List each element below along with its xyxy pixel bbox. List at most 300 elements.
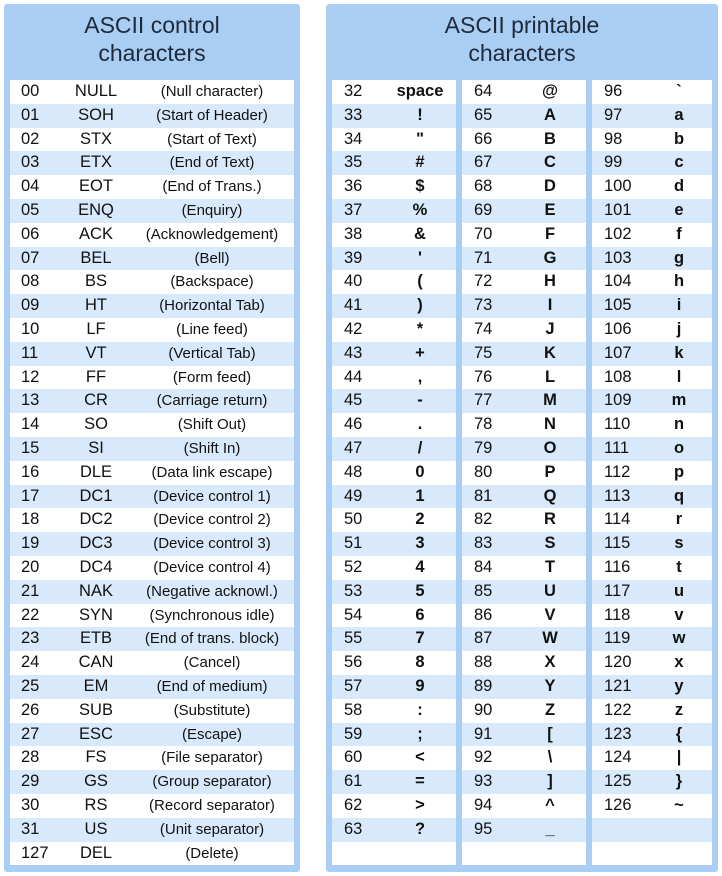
printable-code: 50	[344, 510, 363, 529]
printable-character: '	[418, 248, 422, 267]
printable-row	[332, 80, 456, 104]
printable-code: 81	[474, 486, 493, 505]
control-row	[10, 770, 294, 794]
printable-code: 100	[604, 177, 632, 196]
printable-character: @	[541, 82, 559, 100]
control-description: (Cancel)	[183, 654, 241, 672]
control-abbreviation: CAN	[78, 653, 114, 672]
printable-code: 95	[474, 819, 493, 838]
printable-code: 38	[344, 224, 363, 243]
printable-code: 42	[344, 319, 363, 338]
printable-character: v	[674, 605, 684, 624]
printable-row	[462, 699, 586, 723]
printable-character: ]	[547, 772, 553, 791]
printable-row	[592, 580, 712, 604]
control-code: 20	[21, 557, 40, 576]
control-abbreviation: SO	[84, 415, 108, 434]
printable-row	[462, 199, 586, 223]
printable-row	[592, 342, 712, 366]
printable-character: }	[675, 772, 683, 791]
control-row	[10, 151, 294, 175]
printable-code: 63	[344, 819, 363, 838]
printable-code: 117	[604, 581, 631, 600]
printable-code: 116	[604, 557, 631, 576]
printable-character: y	[674, 676, 684, 695]
control-description: (Null character)	[160, 83, 264, 100]
control-code: 16	[21, 462, 40, 481]
control-description: (Shift In)	[183, 439, 241, 457]
control-description: (Bell)	[194, 249, 230, 267]
printable-row	[332, 151, 456, 175]
control-abbreviation: ACK	[79, 224, 113, 243]
printable-character: H	[544, 272, 556, 291]
control-abbreviation: RS	[84, 795, 108, 814]
printable-row	[462, 413, 586, 437]
printable-character: #	[415, 153, 425, 172]
printable-code: 51	[344, 534, 363, 553]
control-code: 15	[21, 438, 40, 457]
printable-code: 71	[474, 248, 493, 267]
printable-code: 32	[344, 82, 363, 100]
printable-row	[332, 723, 456, 747]
printable-character: w	[672, 629, 686, 648]
printable-character: >	[415, 795, 425, 814]
printable-row	[592, 318, 712, 342]
control-description: (Form feed)	[172, 368, 252, 386]
control-abbreviation: LF	[86, 319, 106, 338]
printable-row	[592, 675, 712, 699]
printable-row	[462, 723, 586, 747]
control-code: 04	[21, 177, 40, 196]
printable-code: 58	[344, 700, 363, 719]
printable-code: 48	[344, 462, 363, 481]
control-abbreviation: ETB	[79, 629, 113, 648]
printable-code: 52	[344, 557, 363, 576]
control-code: 29	[21, 772, 40, 791]
control-abbreviation: DEL	[79, 843, 113, 862]
printable-code: 65	[474, 105, 493, 124]
printable-code: 91	[474, 724, 493, 743]
control-characters-panel	[4, 4, 300, 872]
control-row	[10, 223, 294, 247]
printable-row	[462, 770, 586, 794]
printable-code: 84	[474, 557, 493, 576]
printable-code: 57	[344, 676, 363, 695]
printable-row	[462, 318, 586, 342]
printable-row	[332, 247, 456, 271]
printable-row	[332, 651, 456, 675]
printable-character: {	[675, 724, 683, 743]
printable-character: !	[417, 105, 423, 124]
printable-code: 90	[474, 700, 493, 719]
printable-character: R	[544, 510, 556, 529]
printable-code: 80	[474, 462, 493, 481]
printable-character: t	[676, 557, 682, 576]
printable-row	[332, 294, 456, 318]
printable-row	[592, 818, 712, 842]
control-abbreviation: VT	[85, 343, 107, 362]
printable-code: 45	[344, 391, 363, 410]
printable-row	[462, 247, 586, 271]
control-abbreviation: SYN	[79, 605, 113, 624]
printable-row	[592, 80, 712, 104]
printable-code: 61	[344, 772, 363, 791]
printable-code: 67	[474, 153, 493, 172]
printable-row	[462, 532, 586, 556]
printable-character: :	[417, 700, 423, 719]
control-code: 17	[21, 486, 40, 505]
control-description: (Carriage return)	[156, 392, 268, 410]
printable-character: X	[544, 653, 556, 672]
printable-code: 56	[344, 653, 363, 672]
control-code: 03	[21, 153, 40, 172]
printable-character: a	[674, 105, 684, 124]
control-code: 24	[21, 653, 40, 672]
control-row	[10, 437, 294, 461]
printable-character: ,	[417, 367, 423, 386]
printable-character: 7	[415, 629, 425, 648]
printable-row	[462, 151, 586, 175]
printable-row	[462, 175, 586, 199]
printable-row	[332, 580, 456, 604]
printable-code: 111	[604, 438, 630, 457]
control-code: 00	[21, 82, 40, 100]
printable-row	[332, 485, 456, 509]
printable-character: <	[415, 748, 425, 767]
printable-character: 2	[415, 510, 425, 529]
control-code: 31	[21, 819, 40, 838]
printable-character: B	[544, 129, 556, 148]
printable-row	[592, 508, 712, 532]
printable-row	[332, 675, 456, 699]
control-abbreviation: ETX	[79, 153, 113, 172]
control-description: (Start of Text)	[167, 130, 257, 148]
control-code: 14	[21, 415, 40, 434]
printable-code: 115	[604, 534, 631, 553]
control-code: 19	[21, 534, 40, 553]
printable-code: 76	[474, 367, 493, 386]
printable-row	[462, 604, 586, 628]
printable-character: K	[544, 343, 556, 362]
printable-character: `	[676, 82, 682, 100]
printable-code: 83	[474, 534, 493, 553]
printable-character: C	[544, 153, 556, 172]
printable-code: 70	[474, 224, 493, 243]
control-description: (End of Text)	[169, 154, 255, 172]
printable-code: 82	[474, 510, 493, 529]
printable-code: 99	[604, 153, 623, 172]
printable-code: 46	[344, 415, 363, 434]
printable-character: P	[544, 462, 556, 481]
control-abbreviation: US	[84, 819, 108, 838]
control-abbreviation: FF	[85, 367, 107, 386]
control-code: 127	[21, 843, 49, 862]
printable-character: x	[674, 653, 684, 672]
control-row	[10, 746, 294, 770]
control-row	[10, 270, 294, 294]
printable-character: Z	[544, 700, 556, 719]
printable-character: \	[547, 748, 553, 767]
control-row	[10, 675, 294, 699]
printable-row	[462, 294, 586, 318]
printable-character: *	[416, 319, 424, 338]
printable-row	[592, 175, 712, 199]
printable-row	[462, 818, 586, 842]
printable-code: 120	[604, 653, 632, 672]
printable-code: 35	[344, 153, 363, 172]
control-row	[10, 508, 294, 532]
control-row	[10, 128, 294, 152]
printable-character: 1	[415, 486, 425, 505]
printable-code: 69	[474, 200, 493, 219]
printable-character: 6	[415, 605, 425, 624]
printable-character: ~	[674, 795, 684, 814]
printable-row	[592, 556, 712, 580]
control-code: 01	[21, 105, 40, 124]
printable-character: L	[544, 367, 556, 386]
printable-character: e	[674, 200, 684, 219]
control-abbreviation: ESC	[79, 724, 113, 743]
control-abbreviation: DC4	[79, 557, 113, 576]
printable-row	[332, 794, 456, 818]
printable-column-1	[332, 80, 456, 865]
printable-row	[462, 580, 586, 604]
printable-character: M	[543, 391, 557, 410]
control-code: 30	[21, 795, 40, 814]
control-abbreviation: NULL	[74, 82, 118, 100]
printable-character: $	[415, 177, 425, 196]
printable-character: s	[674, 534, 684, 553]
printable-character: ^	[545, 795, 555, 814]
printable-code: 102	[604, 224, 632, 243]
printable-code: 39	[344, 248, 363, 267]
control-panel-title: ASCII control characters	[84, 12, 220, 66]
control-abbreviation: STX	[79, 129, 113, 148]
printable-code: 34	[344, 129, 363, 148]
control-column	[10, 80, 294, 865]
printable-code: 55	[344, 629, 363, 648]
printable-code: 59	[344, 724, 363, 743]
printable-code: 105	[604, 296, 632, 315]
printable-character: _	[545, 819, 555, 838]
control-description: (End of Trans.)	[162, 178, 262, 196]
control-description: (Escape)	[181, 725, 243, 743]
printable-table	[332, 80, 712, 865]
printable-row	[462, 270, 586, 294]
printable-row	[592, 651, 712, 675]
printable-code: 103	[604, 248, 632, 267]
control-description: (File separator)	[161, 749, 263, 767]
control-code: 28	[21, 748, 40, 767]
printable-row	[462, 675, 586, 699]
printable-code: 88	[474, 653, 493, 672]
printable-character: 4	[415, 557, 425, 576]
printable-row	[332, 223, 456, 247]
control-table	[10, 80, 294, 865]
printable-row	[462, 389, 586, 413]
printable-row	[592, 151, 712, 175]
control-abbreviation: SUB	[79, 700, 113, 719]
printable-code: 98	[604, 129, 623, 148]
printable-character: |	[676, 748, 682, 767]
printable-row	[332, 413, 456, 437]
control-row	[10, 389, 294, 413]
printable-row	[332, 437, 456, 461]
printable-character: A	[544, 105, 556, 124]
printable-row	[332, 532, 456, 556]
printable-row	[332, 389, 456, 413]
control-abbreviation: HT	[85, 296, 107, 315]
printable-row	[592, 485, 712, 509]
printable-row	[592, 247, 712, 271]
printable-code: 109	[604, 391, 632, 410]
control-description: (Synchronous idle)	[149, 606, 275, 624]
printable-row	[462, 508, 586, 532]
control-row	[10, 627, 294, 651]
printable-row	[592, 199, 712, 223]
control-abbreviation: GS	[84, 772, 108, 791]
printable-character: G	[543, 248, 557, 267]
printable-code: 64	[474, 82, 493, 100]
printable-row	[332, 366, 456, 390]
control-row	[10, 794, 294, 818]
printable-row	[462, 794, 586, 818]
printable-character: 5	[415, 581, 425, 600]
printable-row	[332, 461, 456, 485]
printable-code: 112	[604, 462, 631, 481]
control-code: 25	[21, 676, 40, 695]
printable-row	[592, 437, 712, 461]
printable-row	[592, 746, 712, 770]
control-abbreviation: DC2	[79, 510, 113, 529]
control-row	[10, 461, 294, 485]
control-abbreviation: CR	[84, 391, 108, 410]
printable-code: 87	[474, 629, 493, 648]
printable-row	[332, 842, 456, 866]
printable-character: )	[417, 296, 423, 315]
printable-character: k	[674, 343, 684, 362]
control-abbreviation: DC1	[79, 486, 113, 505]
printable-character: 8	[415, 653, 425, 672]
printable-row	[592, 389, 712, 413]
control-abbreviation: BEL	[80, 248, 112, 267]
printable-row	[592, 366, 712, 390]
printable-character: ?	[414, 819, 426, 838]
printable-row	[332, 128, 456, 152]
control-description: (Start of Header)	[156, 106, 268, 124]
printable-character: l	[676, 367, 682, 386]
printable-row	[332, 818, 456, 842]
printable-code: 62	[344, 795, 363, 814]
printable-panel-title: ASCII printable characters	[444, 12, 600, 66]
printable-code: 96	[604, 82, 623, 100]
printable-character: /	[417, 438, 423, 457]
control-description: (Device control 1)	[153, 487, 271, 505]
control-abbreviation: DC3	[79, 534, 113, 553]
printable-character: S	[544, 534, 556, 553]
printable-code: 114	[604, 510, 631, 529]
printable-row	[332, 627, 456, 651]
printable-code: 66	[474, 129, 493, 148]
printable-column-2	[462, 80, 586, 865]
printable-row	[332, 604, 456, 628]
printable-character: +	[415, 343, 425, 362]
printable-code: 121	[604, 676, 632, 695]
printable-row	[592, 270, 712, 294]
control-code: 08	[21, 272, 40, 291]
control-abbreviation: ENQ	[78, 200, 114, 219]
printable-character: r	[675, 510, 683, 529]
control-row	[10, 842, 294, 866]
control-code: 11	[21, 343, 39, 362]
printable-character: V	[544, 605, 556, 624]
printable-row	[592, 604, 712, 628]
control-code: 27	[21, 724, 40, 743]
printable-row	[332, 342, 456, 366]
control-abbreviation: EOT	[79, 177, 113, 196]
printable-code: 124	[604, 748, 632, 767]
printable-character: "	[416, 129, 424, 148]
printable-row	[462, 485, 586, 509]
printable-row	[332, 770, 456, 794]
printable-row	[462, 366, 586, 390]
printable-row	[462, 342, 586, 366]
printable-row	[332, 175, 456, 199]
printable-code: 43	[344, 343, 363, 362]
printable-code: 53	[344, 581, 363, 600]
printable-code: 122	[604, 700, 632, 719]
printable-code: 68	[474, 177, 493, 196]
printable-code: 60	[344, 748, 363, 767]
control-code: 18	[21, 510, 40, 529]
printable-character: J	[545, 319, 555, 338]
printable-character: F	[544, 224, 556, 243]
printable-character: h	[673, 272, 685, 291]
control-description: (Acknowledgement)	[145, 225, 279, 243]
printable-character: o	[673, 438, 685, 457]
control-description: (Negative acknowl.)	[146, 582, 278, 600]
printable-character: c	[674, 153, 684, 172]
printable-row	[332, 746, 456, 770]
control-description: (End of trans. block)	[144, 630, 280, 648]
control-row	[10, 556, 294, 580]
printable-character: D	[544, 177, 556, 196]
control-description: (Substitute)	[173, 701, 251, 719]
printable-row	[592, 770, 712, 794]
control-abbreviation: SI	[88, 438, 104, 457]
control-description: (End of medium)	[156, 677, 268, 695]
printable-row	[592, 413, 712, 437]
printable-character: z	[674, 700, 684, 719]
control-code: 21	[21, 581, 40, 600]
printable-code: 40	[344, 272, 363, 291]
control-description: (Unit separator)	[159, 820, 265, 838]
printable-code: 107	[604, 343, 632, 362]
printable-row	[332, 318, 456, 342]
printable-character: q	[673, 486, 685, 505]
printable-row	[462, 80, 586, 104]
control-row	[10, 818, 294, 842]
control-abbreviation: BS	[84, 272, 107, 291]
printable-code: 41	[344, 296, 363, 315]
printable-character: 0	[415, 462, 425, 481]
control-abbreviation: SOH	[78, 105, 114, 124]
control-code: 23	[21, 629, 40, 648]
printable-code: 92	[474, 748, 493, 767]
printable-code: 72	[474, 272, 493, 291]
printable-character: p	[673, 462, 685, 481]
printable-character: T	[544, 557, 556, 576]
